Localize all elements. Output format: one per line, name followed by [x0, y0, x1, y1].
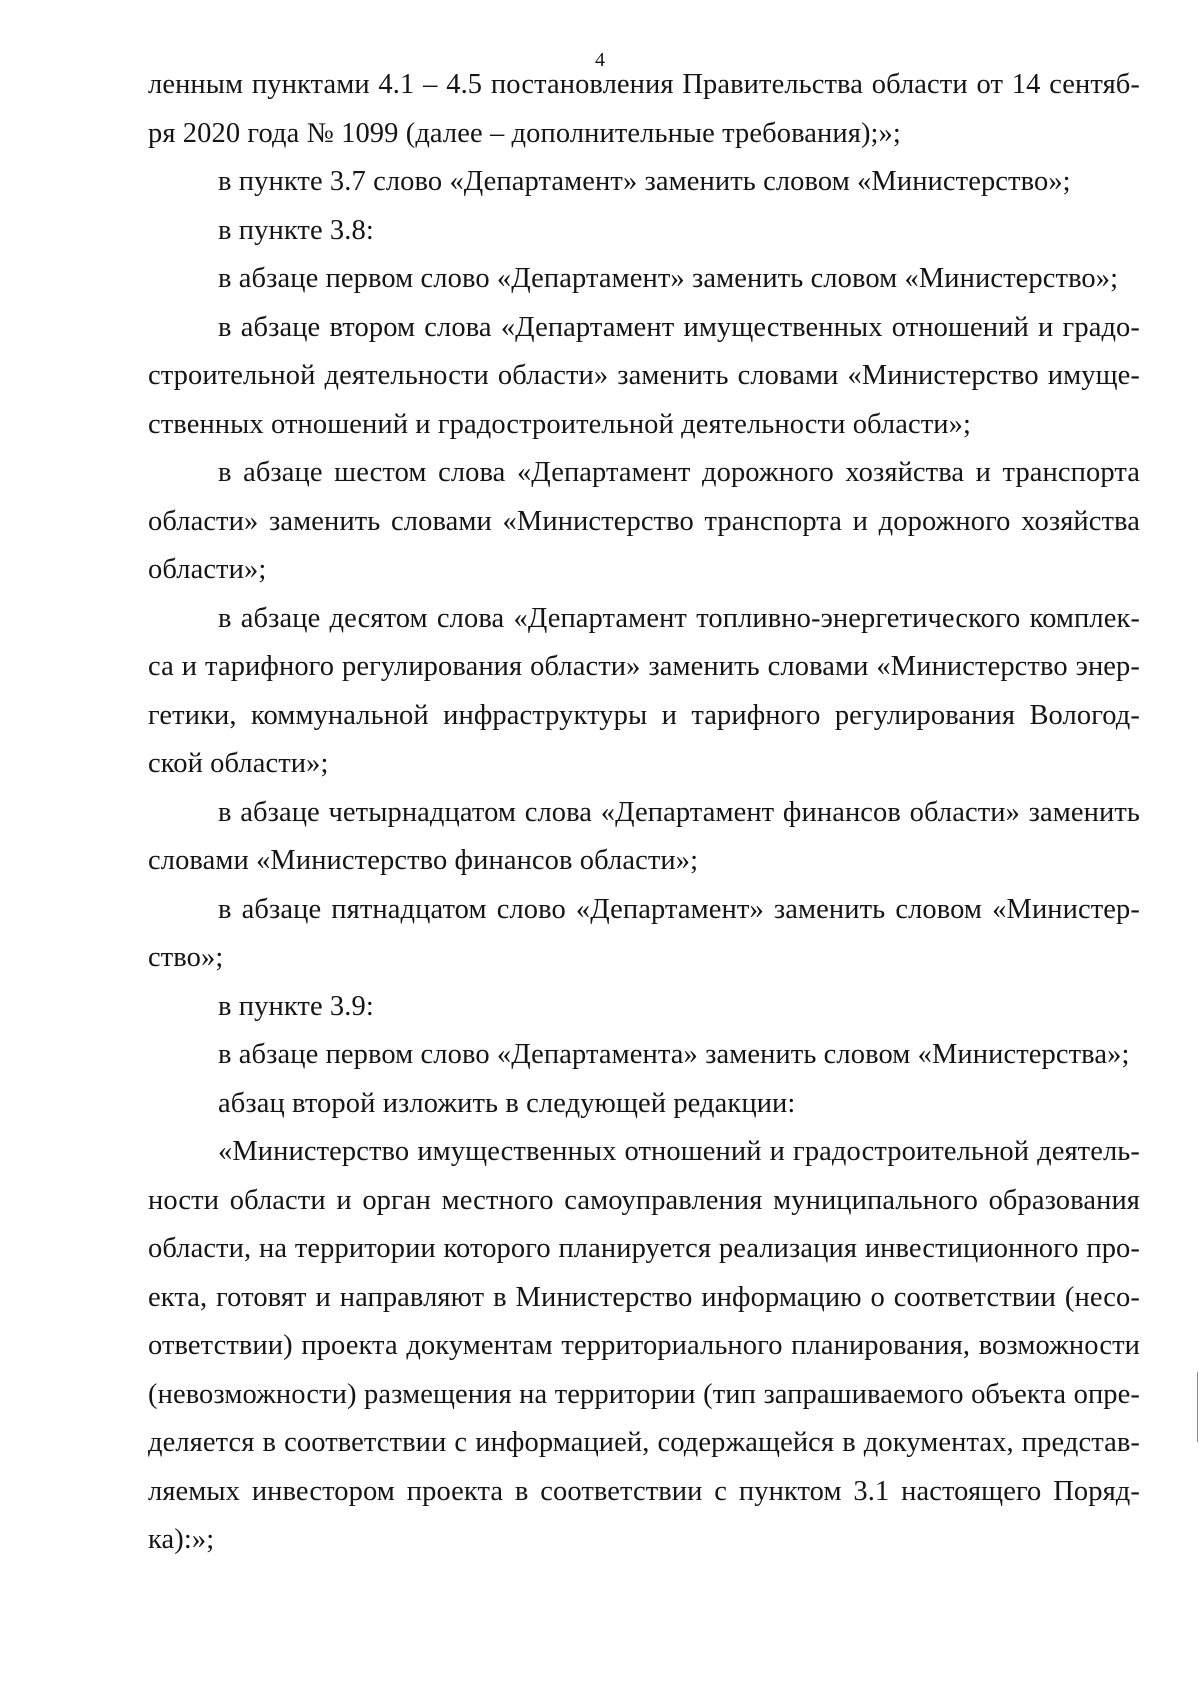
text-line: в пункте 3.8: — [218, 215, 374, 246]
text-line: в абзаце пятнадцатом слово «Департамент» заменить словом «Министер- — [218, 894, 1140, 925]
text-line: гетики, коммунальной инфраструктуры и тарифного регулирования Вологод- — [148, 700, 1140, 731]
text-line: ляемых инвестором проекта в соответствии с пунктом 3.1 настоящего Поряд- — [148, 1476, 1140, 1507]
text-line: (невозможности) размещения на территории (тип запрашиваемого объекта опре- — [148, 1379, 1140, 1410]
text-line: ство»; — [148, 942, 224, 973]
text-line: словами «Министерство финансов области»; — [148, 845, 699, 876]
text-line: области»; — [148, 554, 267, 585]
text-line: в абзаце первом слово «Департамента» заменить словом «Министерства»; — [218, 1039, 1130, 1070]
text-line: в абзаце втором слова «Департамент имущественных отношений и градо- — [218, 312, 1140, 343]
text-line: екта, готовят и направляют в Министерство информацию о соответствии (несо- — [148, 1282, 1140, 1313]
text-line: «Министерство имущественных отношений и градостроительной деятель- — [218, 1136, 1140, 1167]
text-line: ственных отношений и градостроительной деятельности области»; — [148, 409, 972, 440]
page-number: 4 — [595, 49, 605, 71]
text-line: в абзаце десятом слова «Департамент топливно-энергетического комплек- — [218, 603, 1140, 634]
text-line: абзац второй изложить в следующей редакции: — [218, 1088, 796, 1119]
text-line: ности области и орган местного самоуправления муниципального образования — [148, 1185, 1140, 1216]
text-line: в пункте 3.9: — [218, 991, 374, 1022]
text-line: в пункте 3.7 слово «Департамент» заменить словом «Министерство»; — [218, 166, 1071, 197]
scan-edge-mark — [1197, 1372, 1198, 1442]
text-line: в абзаце шестом слова «Департамент дорожного хозяйства и транспорта — [218, 457, 1140, 488]
text-line: в абзаце первом слово «Департамент» заменить словом «Министерство»; — [218, 263, 1119, 294]
text-line: ответствии) проекта документам территориального планирования, возможности — [148, 1330, 1140, 1361]
text-line: ка):»; — [148, 1524, 215, 1555]
text-line: ря 2020 года № 1099 (далее – дополнительные требования);»; — [148, 118, 901, 149]
text-line: са и тарифного регулирования области» заменить словами «Министерство энер- — [148, 651, 1140, 682]
text-line: области, на территории которого планируется реализация инвестиционного про- — [148, 1233, 1140, 1264]
text-line: области» заменить словами «Министерство транспорта и дорожного хозяйства — [148, 506, 1140, 537]
text-line: деляется в соответствии с информацией, содержащейся в документах, представ- — [148, 1427, 1140, 1458]
text-line: в абзаце четырнадцатом слова «Департамент финансов области» заменить — [218, 797, 1140, 828]
text-line: ской области»; — [148, 748, 329, 779]
text-line: ленным пунктами 4.1 – 4.5 постановления Правительства области от 14 сентяб- — [148, 69, 1140, 100]
text-line: строительной деятельности области» заменить словами «Министерство имуще- — [148, 360, 1140, 391]
